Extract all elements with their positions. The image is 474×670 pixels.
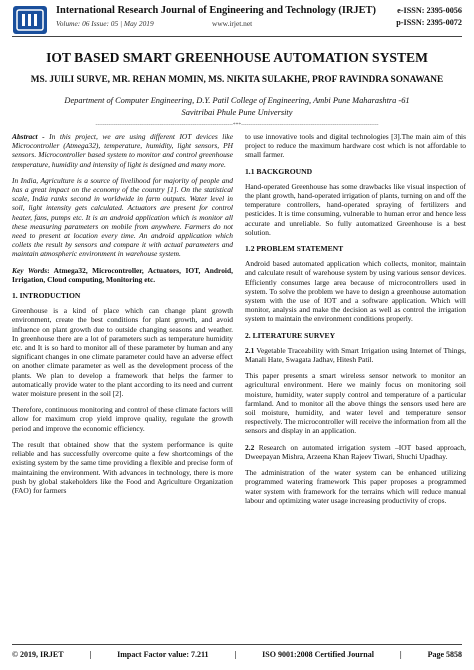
- paper-authors: MS. JUILI SURVE, MR. REHAN MOMIN, MS. NIKITA SULAKHE, PROF RAVINDRA SONAWANE: [30, 75, 444, 85]
- literature-survey-heading: 2. LITERATURE SURVEY: [245, 330, 336, 340]
- abstract-paragraph: [12, 132, 233, 169]
- background-paragraph: Hand-operated Greenhouse has some drawbacks like visual inspection of the plant growth, hand-operated irrigation of plants, turning on and off the temperature controllers, hand-operated spraying of fertilizers and pesticides. It is time consuming, vulnerable to human error and hence less accurate and unreliable. So fully automatized Greenhouse is a best solution.: [245, 181, 466, 237]
- page-header: [0, 0, 474, 40]
- footer-impact-factor: Impact Factor value: 7.211: [117, 650, 209, 659]
- abstract-paragraph-2: In India, Agriculture is a source of livelihood for majority of people and has a great impact on the economy of the country [1]. On the statistical scale, India ranks second in worldwide in farm outputs. Water level in soil, light intensity gets calculated. Actuators are present for control heater, fans, pumps etc. It is an android application which is monitor all these measuring parameters on mobile from anywhere. Farmers do not need to present at location every time. An android application which collets the result by sensors and compare it with actual parameters and maintain atmospheric environment in warehouse system.: [12, 175, 233, 259]
- abstract-label: Abstract -: [12, 132, 45, 141]
- introduction-paragraph-1: Greenhouse is a kind of place which can change plant growth environment, create the best conditions for plant growth, and avoid influence on plant growth due to outside changing seasons and weather. In greenhouse there are a lot of parameters such as temperature humidity etc. and It is so hard to monitor all of these parameter by human and any significant changes in one climate parameter could have an adverse effect on another climate parameter as well as the development process of the plants. We plan to develop a framework that helps the farmer to automatically provide water to the plant according to its need and current water moisture present in the soil [2].: [12, 306, 233, 399]
- literature-item-2-2-paragraph: The administration of the water system can be enhanced utilizing programmed watering framework This paper proposes a programmed water system with framework for the terrains which will reduce manual labour and optimizing water usage increasing productivity of crops.: [245, 468, 466, 505]
- literature-item-2-1-number: 2.1: [245, 345, 255, 355]
- journal-website[interactable]: www.irjet.net: [212, 19, 253, 28]
- paper-title: IOT BASED SMART GREENHOUSE AUTOMATION SYSTEM: [46, 50, 428, 65]
- literature-item-2-1-paragraph: This paper presents a smart wireless sensor network to monitor an agricultural environment. Here we mainly focus on monitoring soil moisture, humidity, water supply control and temperature of a particular farmland. And to monitor all the above things the sensors used here are soil moisture, humidity, and water level and temperature sensor respectively. The microcontroller will receive the information from all the sensors and display in an application.: [245, 371, 466, 436]
- keywords-paragraph: [12, 266, 233, 284]
- problem-statement-heading: 1.2 PROBLEM STATEMENT: [245, 244, 344, 254]
- irjet-logo-icon: [12, 5, 48, 35]
- literature-item-2-1-title: Vegetable Traceability with Smart Irrigation using Internet of Things, Manali Hate, Swagata Jadhav, Hitesh Patil.: [245, 345, 466, 365]
- background-heading: 1.1 BACKGROUND: [245, 166, 313, 176]
- footer-text: [12, 650, 462, 659]
- problem-statement-paragraph: Android based automated application which collects, monitor, maintain and calculate result of warehouse system by using various sensor devices. Efficiently consumes large area because of microcontrollers used in system. To solve the problem we have to design a greenhouse automation system with the use of IOT and a software application. Which will monitor, analysis and make the decision as well as control the irrigation system to maintain the environment conditions properly.: [245, 259, 466, 324]
- paper-affiliation: [12, 95, 462, 118]
- footer-page-number: Page 5858: [427, 650, 462, 659]
- footer-separator: |: [89, 650, 92, 659]
- introduction-paragraph-3: The result that obtained show that the system performance is quite reliable and has successfully overcome quite a few shortcomings of the existing system by the same time providing a flexible and precise form of maintaining the environment. With advances in technology, there is more push by global stakeholders like the Food and Agriculture Organization (FAO) for farmers: [12, 439, 233, 495]
- continued-paragraph: to use innovative tools and digital technologies [3].The main aim of this project to reduce the maximum hardware cost which is not affordable to small farmer.: [245, 132, 466, 160]
- literature-item-2-2: [245, 443, 466, 461]
- footer-copyright: © 2019, IRJET: [12, 650, 64, 659]
- footer-separator: |: [399, 650, 402, 659]
- right-column: [245, 132, 466, 512]
- journal-volume-issue: Volume: 06 Issue: 05 | May 2019: [56, 19, 154, 28]
- e-issn: e-ISSN: 2395-0056: [397, 6, 462, 15]
- p-issn: p-ISSN: 2395-0072: [396, 18, 462, 27]
- section-divider: ---------------------------------------------------------------------------***---------------------------------------------------------------------------: [95, 122, 379, 128]
- introduction-paragraph-2: Therefore, continuous monitoring and control of these climate factors will allow for maximum crop yield improve quality, regulate the growth period and improve the economic efficiency.: [12, 405, 233, 433]
- keywords-text: : Atmega32, Microcontroller, Actuators, IOT, Android, Irrigation, Cloud computing, Monitoring etc.: [12, 265, 233, 284]
- left-column: [12, 132, 233, 502]
- page-footer: [0, 642, 474, 670]
- header-rule: [12, 36, 462, 37]
- affiliation-line-2: Savitribai Phule Pune University: [181, 107, 293, 117]
- footer-separator: |: [234, 650, 237, 659]
- literature-item-2-2-title: Research on automated irrigation system –IOT based approach, Dweepayan Mishra, Arzeena Khan Rajeev Tiwari, Shuchi Upadhay.: [245, 442, 466, 461]
- literature-item-2-2-number: 2.2: [245, 442, 255, 452]
- literature-item-2-1: [245, 346, 466, 364]
- footer-iso: ISO 9001:2008 Certified Journal: [262, 650, 374, 659]
- journal-title: International Research Journal of Engineering and Technology (IRJET): [56, 5, 376, 16]
- footer-rule: [12, 644, 462, 645]
- keywords-label: Key Words: [12, 265, 48, 275]
- introduction-heading: 1. INTRODUCTION: [12, 291, 81, 301]
- affiliation-line-1: Department of Computer Engineering, D.Y. Patil College of Engineering, Ambi Pune Maharashtra -61: [64, 96, 410, 105]
- abstract-text: In this project, we are using different IOT devices like Microcontroller (Atmega32), temperature, humidity, light sensors, PH sensors. Microcontroller based system to monitor and control greenhouse temperature, humidity and intensity of light is designed and many more.: [12, 132, 233, 169]
